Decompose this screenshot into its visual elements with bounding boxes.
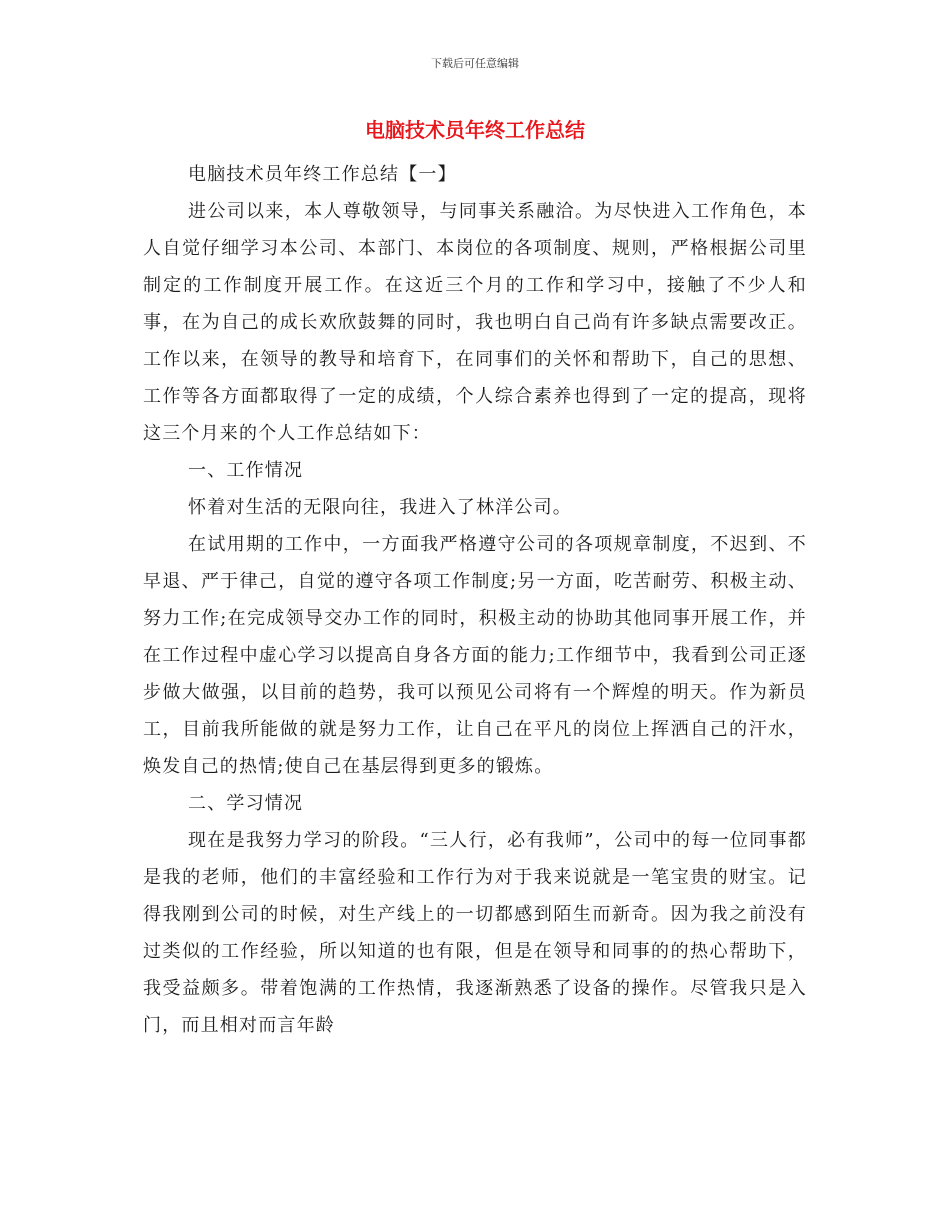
section-heading-study: 二、学习情况 <box>188 793 304 814</box>
document-title: 电脑技术员年终工作总结 <box>365 118 585 142</box>
section-heading-1: 电脑技术员年终工作总结【一】 <box>188 164 457 185</box>
paragraph-intro: 进公司以来，本人尊敬领导，与同事关系融洽。为尽快进入工作角色，本人自觉仔细学习本公司、本部门、本岗位的各项制度、规则，严格根据公司里制定的工作制度开展工作。在这近三个月的工作和学习中，接触了不少人和事，在为自己的成长欢欣鼓舞的同时，我也明白自己尚有许多缺点需要改正。工作以来，在领导的教导和培育下，在同事们的关怀和帮助下，自己的思想、工作等各方面都取得了一定的成绩，个人综合素养也得到了一定的提高，现将这三个月来的个人工作总结如下： <box>143 201 807 444</box>
header-note: 下载后可任意编辑 <box>431 57 519 70</box>
section-heading-work: 一、工作情况 <box>188 460 304 481</box>
paragraph-work-1: 怀着对生活的无限向往，我进入了林洋公司。 <box>188 497 572 518</box>
paragraph-work-2: 在试用期的工作中，一方面我严格遵守公司的各项规章制度，不迟到、不早退、严于律己，自觉的遵守各项工作制度;另一方面，吃苦耐劳、积极主动、努力工作;在完成领导交办工作的同时，积极主动的协助其他同事开展工作，并在工作过程中虚心学习以提高自身各方面的能力;工作细节中，我看到公司正逐步做大做强，以目前的趋势，我可以预见公司将有一个辉煌的明天。作为新员工，目前我所能做的就是努力工作，让自己在平凡的岗位上挥洒自己的汗水，焕发自己的热情;使自己在基层得到更多的锻炼。 <box>143 534 807 777</box>
document-body <box>143 156 807 1044</box>
paragraph-study: 现在是我努力学习的阶段。“三人行，必有我师”，公司中的每一位同事都是我的老师，他们的丰富经验和工作行为对于我来说就是一笔宝贵的财宝。记得我刚到公司的时候，对生产线上的一切都感到陌生而新奇。因为我之前没有过类似的工作经验，所以知道的也有限，但是在领导和同事的的热心帮助下，我受益颇多。带着饱满的工作热情，我逐渐熟悉了设备的操作。尽管我只是入门，而且相对而言年龄 <box>143 830 807 1036</box>
